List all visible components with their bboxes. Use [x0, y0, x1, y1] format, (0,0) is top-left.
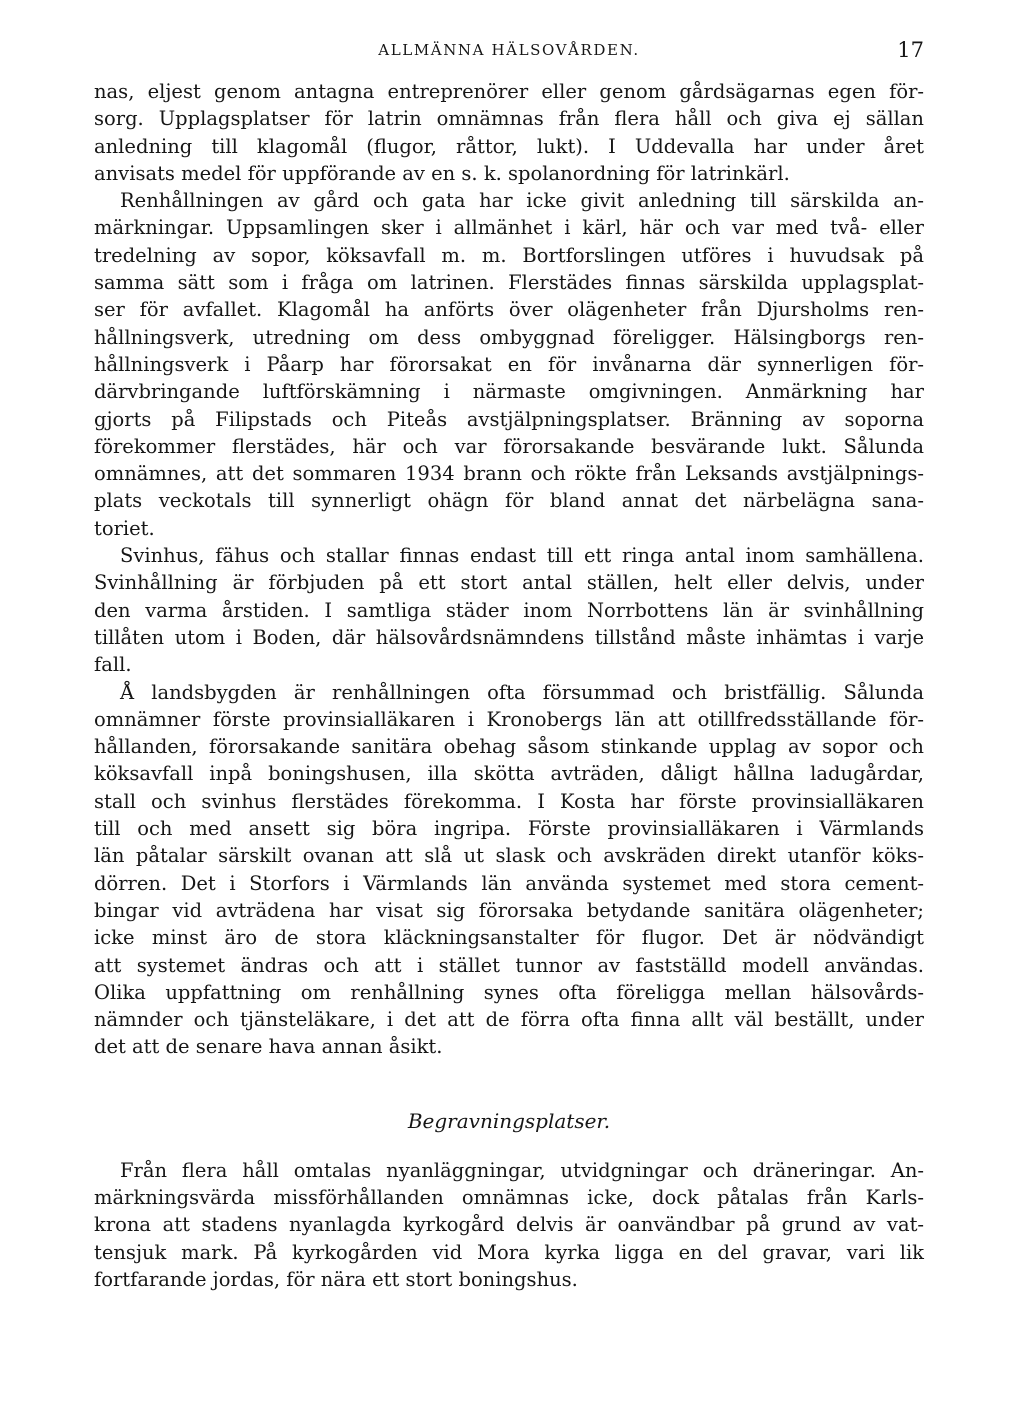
text-line: omnämner förste provinsialläkaren i Kronobergs län att otillfredsställande för- [94, 707, 924, 731]
text-line: märkningsvärda missförhållanden omnämnas icke, dock påtalas från Karls- [94, 1185, 924, 1209]
text-line: sorg. Upplagsplatser för latrin omnämnas från flera håll och giva ej sällan [94, 107, 924, 131]
text-line: dörren. Det i Storfors i Värmlands län använda systemet med stora cement- [94, 871, 924, 895]
text-line: plats veckotals till synnerligt ohägn för bland annat det närbelägna sana- [94, 489, 924, 513]
spacer [94, 1061, 924, 1107]
text-line: nämnder och tjänsteläkare, i det att de förra ofta finna allt väl beställt, under [94, 1008, 924, 1032]
page-number: 17 [897, 38, 924, 62]
text-line: nas, eljest genom antagna entreprenörer eller genom gårdsägarnas egen för- [94, 80, 924, 103]
text-line: Å landsbygden är renhållningen ofta försummad och bristfällig. Sålunda [120, 680, 924, 704]
text-line: Olika uppfattning om renhållning synes ofta föreligga mellan hälsovårds- [94, 980, 924, 1004]
text-line: tensjuk mark. På kyrkogården vid Mora kyrka ligga en del gravar, vari lik [94, 1240, 924, 1264]
text-line: anledning till klagomål (flugor, råttor, lukt). I Uddevalla har under året [94, 134, 924, 158]
text-line: tillåten utom i Boden, där hälsovårdsnämndens tillstånd måste inhämtas i varje [94, 625, 924, 649]
text-line: den varma årstiden. I samtliga städer inom Norrbottens län är svinhållning [94, 598, 924, 622]
body-text [94, 78, 924, 1293]
text-line: krona att stadens nyanlagda kyrkogård delvis är oanvändbar på grund av vat- [94, 1213, 924, 1237]
text-line: tredelning av sopor, köksavfall m. m. Bortforslingen utföres i huvudsak på [94, 243, 924, 267]
text-line: hållningsverk i Påarp har förorsakat en för invånarna där synnerligen för- [94, 352, 924, 376]
text-line: märkningar. Uppsamlingen sker i allmänhet i kärl, här och var med två- eller [94, 216, 924, 240]
text-line: samma sätt som i fråga om latrinen. Flerstädes finnas särskilda upplagsplat- [94, 271, 924, 295]
text-line: Från flera håll omtalas nyanläggningar, utvidgningar och dräneringar. An- [120, 1158, 924, 1182]
paragraph [94, 187, 924, 542]
text-line: Svinhållning är förbjuden på ett stort antal ställen, helt eller delvis, under [94, 571, 924, 595]
text-line: hållanden, förorsakande sanitära obehag såsom stinkande upplag av sopor och [94, 735, 924, 759]
text-line: köksavfall inpå boningshusen, illa skötta avträden, dåligt hållna ladugårdar, [94, 762, 924, 786]
text-line: län påtalar särskilt ovanan att slå ut slask och avskräden direkt utanför köks- [94, 844, 924, 868]
text-line: bingar vid avträdena har visat sig förorsaka betydande sanitära olägenheter; [94, 898, 924, 922]
spacer [94, 1135, 924, 1157]
running-head: ALLMÄNNA HÄLSOVÅRDEN. [378, 41, 640, 59]
text-line: till och med ansett sig böra ingripa. Förste provinsialläkaren i Värmlands [94, 817, 924, 841]
text-line: fall. [94, 653, 132, 677]
text-line: ser för avfallet. Klagomål ha anförts över olägenheter från Djursholms ren- [94, 298, 924, 322]
text-line: det att de senare hava annan åsikt. [94, 1035, 443, 1059]
text-line: omnämnes, att det sommaren 1934 brann och rökte från Leksands avstjälpnings- [94, 462, 924, 486]
text-line: fortfarande jordas, för nära ett stort boningshus. [94, 1267, 578, 1291]
text-line: toriet. [94, 516, 155, 540]
text-line: förekommer flerstädes, här och var förorsakande besvärande lukt. Sålunda [94, 434, 924, 458]
text-line: icke minst äro de stora kläckningsanstalter för flugor. Det är nödvändigt [94, 926, 924, 950]
page-header [94, 36, 924, 64]
section-heading: Begravningsplatser. [407, 1108, 611, 1133]
text-line: Svinhus, fähus och stallar finnas endast till ett ringa antal inom samhällena. [120, 544, 924, 568]
text-line: därvbringande luftförskämning i närmaste omgivningen. Anmärkning har [94, 380, 924, 404]
text-line: gjorts på Filipstads och Piteås avstjälpningsplatser. Bränning av soporna [94, 407, 924, 431]
paragraph [94, 679, 924, 1061]
paragraph [94, 1157, 924, 1293]
text-line: hållningsverk, utredning om dess ombyggnad föreligger. Hälsingborgs ren- [94, 325, 924, 349]
paragraph [94, 78, 924, 187]
text-line: anvisats medel för uppförande av en s. k. spolanordning för latrinkärl. [94, 161, 790, 185]
text-line: Renhållningen av gård och gata har icke givit anledning till särskilda an- [120, 189, 924, 213]
paragraph [94, 542, 924, 678]
text-line: att systemet ändras och att i stället tunnor av fastställd modell användas. [94, 953, 924, 977]
text-line: stall och svinhus flerstädes förekomma. I Kosta har förste provinsialläkaren [94, 789, 924, 813]
